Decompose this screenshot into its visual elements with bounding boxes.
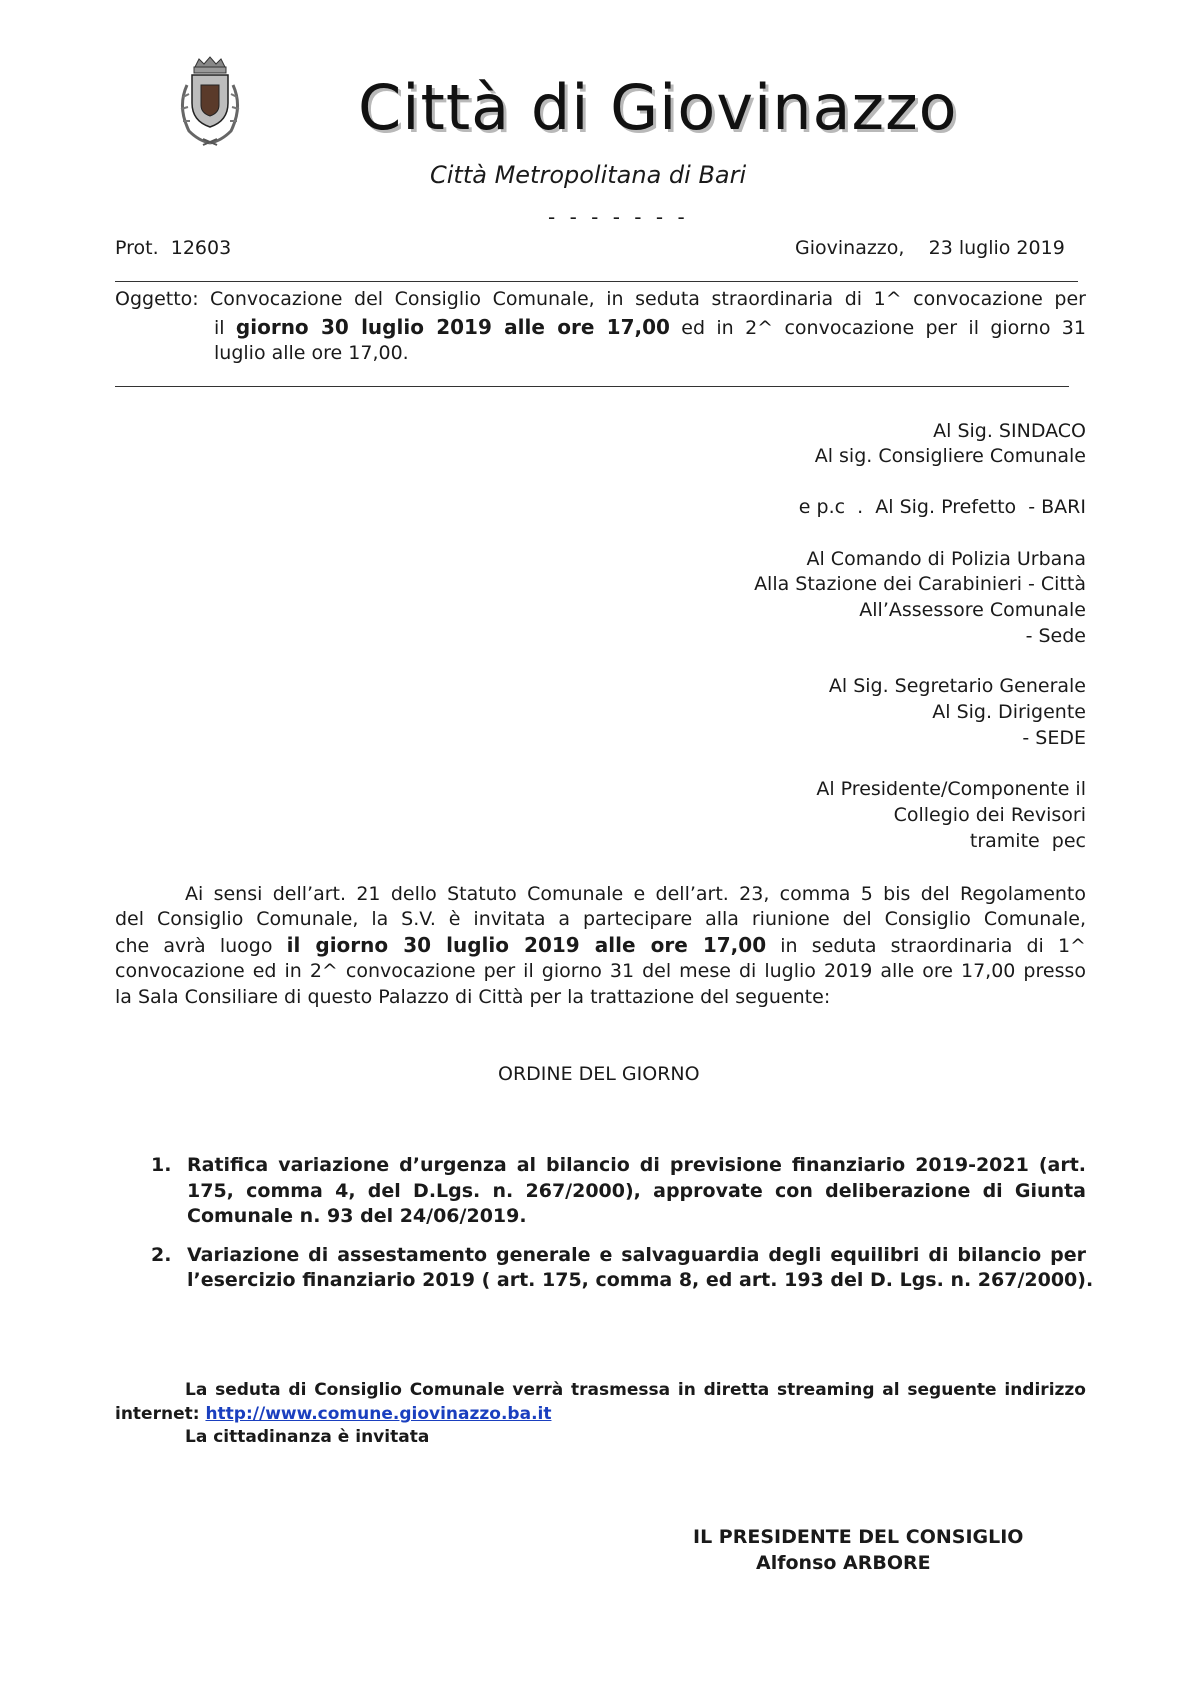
subject-line-3: luglio alle ore 17,00. (214, 342, 409, 364)
agenda-item-1-number: 1. (151, 1154, 172, 1176)
notice-internet-label: internet: (115, 1404, 200, 1424)
body-line-4: convocazione ed in 2^ convocazione per il giorno 31 del mese di luglio 2019 alle ore 17,00 presso (115, 960, 1086, 982)
signature-name: Alfonso ARBORE (756, 1552, 931, 1574)
recipient-consigliere: Al sig. Consigliere Comunale (814, 445, 1086, 467)
subject-label: Oggetto: (115, 288, 199, 310)
metropolitan-subtitle: Città Metropolitana di Bari (430, 161, 747, 189)
protocol-line (115, 235, 231, 261)
agenda-item-1-line-1: Ratifica variazione d’urgenza al bilancio di previsione finanziario 2019-2021 (art. (187, 1154, 1086, 1176)
city-crest-logo (173, 55, 247, 147)
agenda-item-1-line-3: Comunale n. 93 del 24/06/2019. (187, 1205, 527, 1227)
recipient-pec: tramite pec (969, 830, 1086, 852)
recipient-sede-upper: - SEDE (1022, 727, 1086, 749)
recipient-segretario: Al Sig. Segretario Generale (828, 675, 1086, 697)
recipient-sindaco: Al Sig. SINDACO (933, 420, 1086, 442)
agenda-item-2-line-1: Variazione di assestamento generale e salvaguardia degli equilibri di bilancio per (187, 1244, 1086, 1266)
recipient-assessore: All’Assessore Comunale (859, 599, 1086, 621)
agenda-heading: ORDINE DEL GIORNO (498, 1063, 700, 1085)
recipient-dirigente: Al Sig. Dirigente (932, 701, 1086, 723)
subject-line-2: il giorno 30 luglio 2019 alle ore 17,00 ed in 2^ convocazione per il giorno 31 (214, 315, 1086, 339)
notice-line-1: La seduta di Consiglio Comunale verrà trasmessa in diretta streaming al seguente indirizzo (185, 1380, 1086, 1400)
subject-line-1: Convocazione del Consiglio Comunale, in seduta straordinaria di 1^ convocazione per (210, 288, 1086, 310)
recipient-carabinieri: Alla Stazione dei Carabinieri - Città (754, 573, 1086, 595)
divider-bottom (115, 386, 1069, 387)
body-line-3: che avrà luogo il giorno 30 luglio 2019 alle ore 17,00 in seduta straordinaria di 1^ (115, 933, 1086, 957)
agenda-item-2-line-2: l’esercizio finanziario 2019 ( art. 175, comma 8, ed art. 193 del D. Lgs. n. 267/2000). (187, 1269, 1094, 1291)
header-separator: - - - - - - - (548, 205, 689, 229)
city-title: Città di Giovinazzo (358, 71, 958, 144)
recipient-polizia: Al Comando di Polizia Urbana (806, 548, 1086, 570)
place-date: Giovinazzo, 23 luglio 2019 (795, 237, 1065, 259)
body-line-2: del Consiglio Comunale, la S.V. è invitata a partecipare alla riunione del Consiglio Comunale, (115, 908, 1086, 930)
signature-role: IL PRESIDENTE DEL CONSIGLIO (693, 1526, 1024, 1548)
notice-line-3: La cittadinanza è invitata (185, 1427, 430, 1447)
agenda-item-2-number: 2. (151, 1244, 172, 1266)
recipient-prefetto: e p.c . Al Sig. Prefetto - BARI (798, 496, 1086, 518)
notice-line-2 (115, 1402, 551, 1426)
city-website-link[interactable]: http://www.comune.giovinazzo.ba.it (205, 1404, 552, 1424)
recipient-sede: - Sede (1025, 625, 1086, 647)
divider-top (115, 281, 1078, 282)
protocol-label: Prot. (115, 237, 159, 259)
body-line-1: Ai sensi dell’art. 21 dello Statuto Comunale e dell’art. 23, comma 5 bis del Regolamento (185, 883, 1086, 905)
recipient-presidente: Al Presidente/Componente il (816, 778, 1086, 800)
recipient-collegio: Collegio dei Revisori (893, 804, 1086, 826)
body-line-5: la Sala Consiliare di questo Palazzo di Città per la trattazione del seguente: (115, 986, 831, 1008)
protocol-number: 12603 (170, 237, 232, 259)
agenda-item-1-line-2: 175, comma 4, del D.Lgs. n. 267/2000), approvate con deliberazione di Giunta (187, 1180, 1086, 1202)
